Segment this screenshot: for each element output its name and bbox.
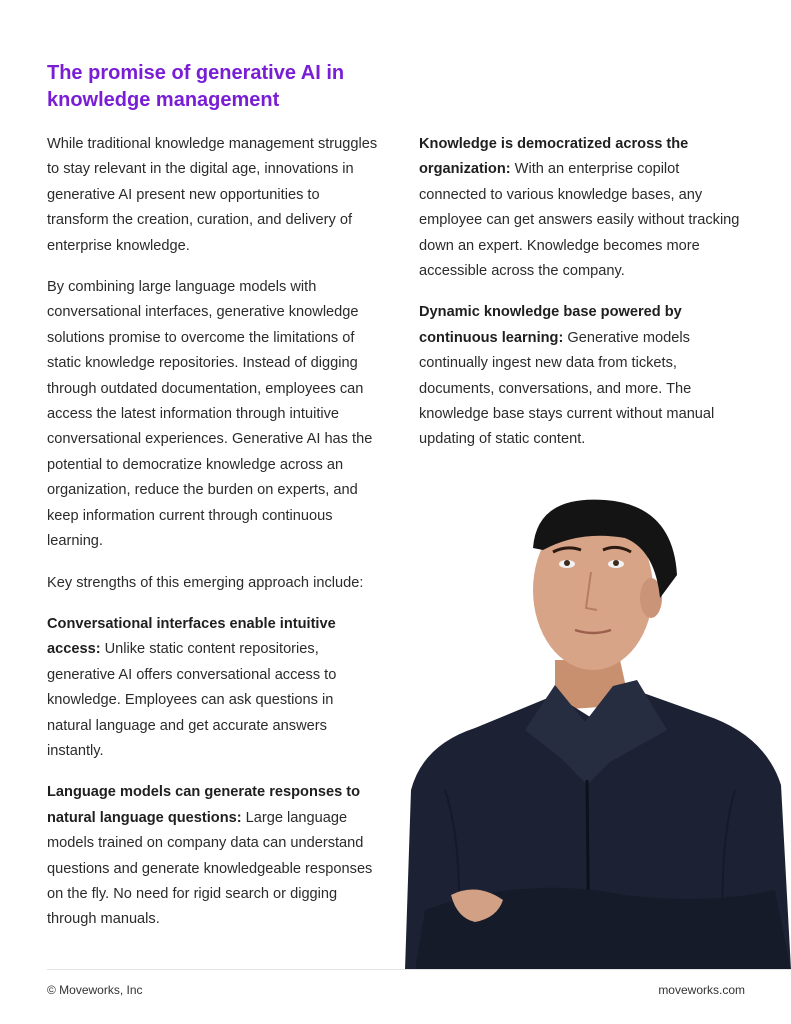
strength-heading: Dynamic knowledge base powered by continuous learning: [419, 304, 682, 346]
strength-heading: Language models can generate responses to natural language questions: [47, 784, 361, 826]
strength-democratized [419, 132, 749, 284]
strength-text: Large language models trained on company data can understand questions and generate knowledgeable responses on the fly. No need for rigid search or digging through manuals. [47, 809, 373, 928]
strengths-intro: Key strengths of this emerging approach include: [47, 574, 364, 591]
footer-divider [47, 969, 791, 970]
strength-heading: Knowledge is democratized across the organization: [419, 136, 689, 178]
strength-text: Generative models continually ingest new data from tickets, documents, conversations, and more. The knowledge base stays current without manual updating of static content. [419, 329, 715, 448]
strength-text: Unlike static content repositories, generative AI offers conversational access to knowledge. Employees can ask questions in natural language and get accurate answers instantly. [47, 641, 337, 759]
page-title: The promise of generative AI in knowledge management [47, 62, 345, 111]
strength-conversational [47, 612, 379, 764]
strength-heading: Conversational interfaces enable intuitive access: [47, 615, 336, 658]
strength-dynamic [419, 300, 749, 452]
body-paragraph: By combining large language models with conversational interfaces, generative knowledge solutions promise to overcome the limitations of static knowledge repositories. Instead of digging through outdated documentation, employees can access the latest information through intuitive conversational experiences. Generative AI has the potential to democratize knowledge across an organization, reduce the burden on experts, and keep information current through continuous learning. [47, 279, 373, 550]
left-column [47, 132, 379, 949]
footer-website[interactable]: moveworks.com [658, 983, 745, 997]
strength-language-models [47, 780, 379, 932]
person-photo [405, 490, 791, 970]
right-column [419, 132, 749, 469]
strength-text: With an enterprise copilot connected to various knowledge bases, any employee can get answers easily without tracking down an expert. Knowledge becomes more accessible across the company. [419, 161, 740, 280]
intro-paragraph: While traditional knowledge management struggles to stay relevant in the digital age, innovations in generative AI present new opportunities to transform the creation, curation, and delivery of enterprise knowledge. [47, 136, 378, 254]
footer-copyright: © Moveworks, Inc [47, 983, 143, 997]
